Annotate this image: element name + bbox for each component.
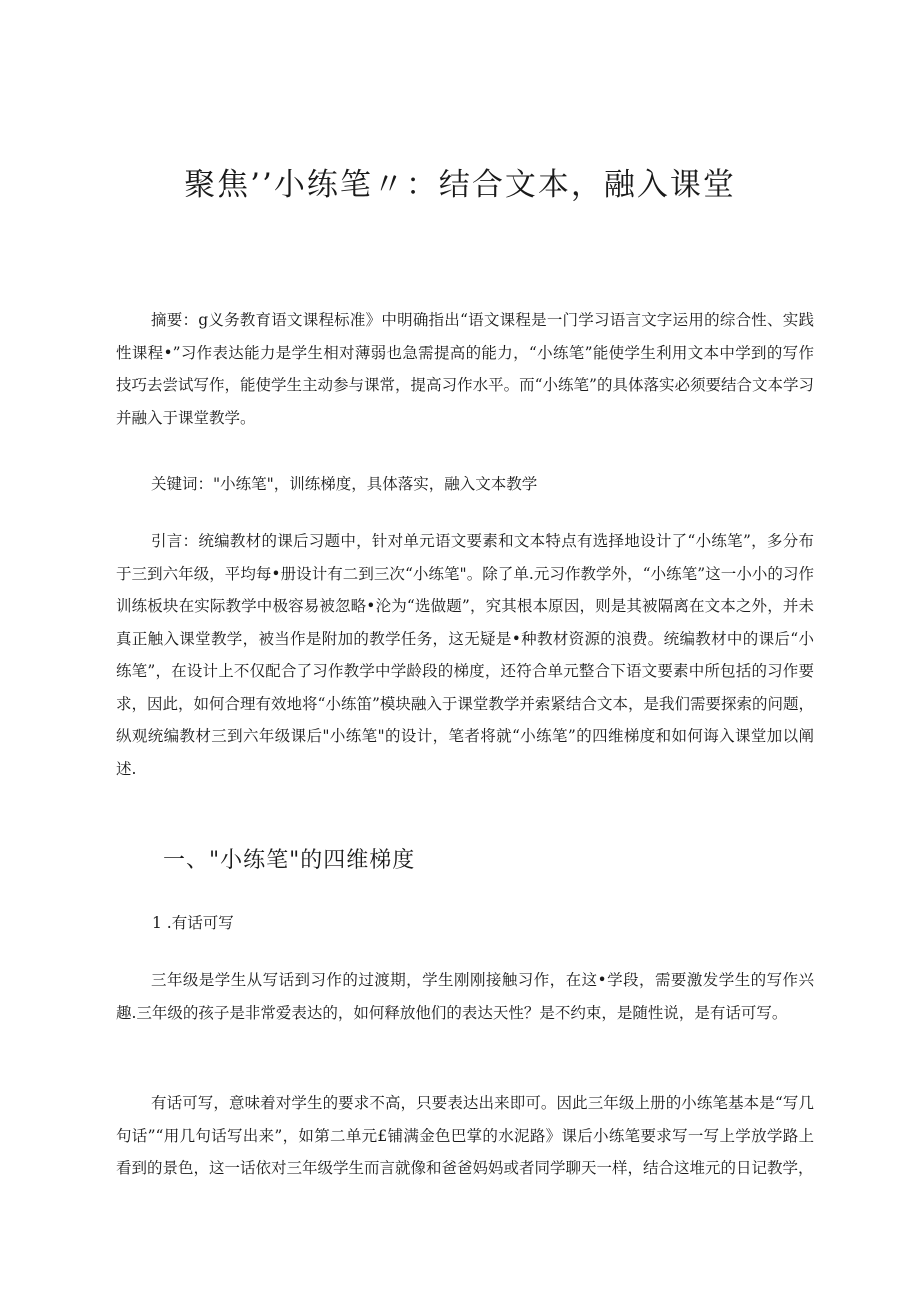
body-paragraph: 三年级是学生从写话到习作的过渡期，学生刚刚接触习作，在这•学段，需要激发学生的写作兴趣.三年级的孩子是非常爱表达的，如何释放他们的表达天性？是不约束，是随性说，是有话可写。 <box>116 971 814 1022</box>
abstract-paragraph: 摘要：g义务教育语文课程标准》中明确指出“语文课程是一门学习语言文字运用的综合性、实践性课程•”习作表达能力是学生相对薄弱也急需提高的能力，“小练笔”能使学生利用文本中学到的写作技巧去尝试写作，能使学生主动参与课常，提高习作水平。而“小练笔”的具体落实必须要结合文本学习并融入于课堂教学。 <box>116 311 814 427</box>
document-title: 聚焦’’小练笔〃：结合文本，融入课堂 <box>184 167 736 203</box>
subsection-heading: 1 .有话可写 <box>152 914 234 932</box>
introduction-paragraph: 引言：统编教材的课后习题中，针对单元语文要素和文本特点有选择地设计了“小练笔”，多分布于三到六年级，平均每•册设计有二到三次“小练笔"。除了单.元习作教学外，“小练笔”这一小小的习作训练板块在实际教学中极容易被忽略•沦为“选做题”，究其根本原因，则是其被隔离在文本之外，并未真正触入课堂教学，被当作是附加的教学任务，这无疑是•种教材资源的浪费。统编教材中的课后“小练笔”，在设计上不仅配合了习作教学中学龄段的梯度，还符合单元整合下语文要素中所包括的习作要求，因此，如何合理有效地将“小练笛”模块融入于课堂教学并索紧结合文本，是我们需要探索的问题，纵观统编教材三到六年级课后"小练笔"的设计，笔者将就“小练笔”的四维梯度和如何诲入课堂加以阐述. <box>116 532 814 778</box>
body-paragraph: 有话可写，意味着对学生的要求不高，只要表达出来即可。因此三年级上册的小练笔基本是“写几句话”“用几句话写出来”，如第二单元£铺满金色巴掌的水泥路》课后小练笔要求写一写上学放学路上看到的景色，这一话依对三年级学生而言就像和爸爸妈妈或者同学聊天一样，结合这堆元的日记教学， <box>116 1094 814 1177</box>
keywords-paragraph: 关键词："小练笔"，训练梯度，具体落实，融入文本教学 <box>151 475 538 493</box>
section-heading: 一、"小练笔"的四维梯度 <box>163 848 416 873</box>
